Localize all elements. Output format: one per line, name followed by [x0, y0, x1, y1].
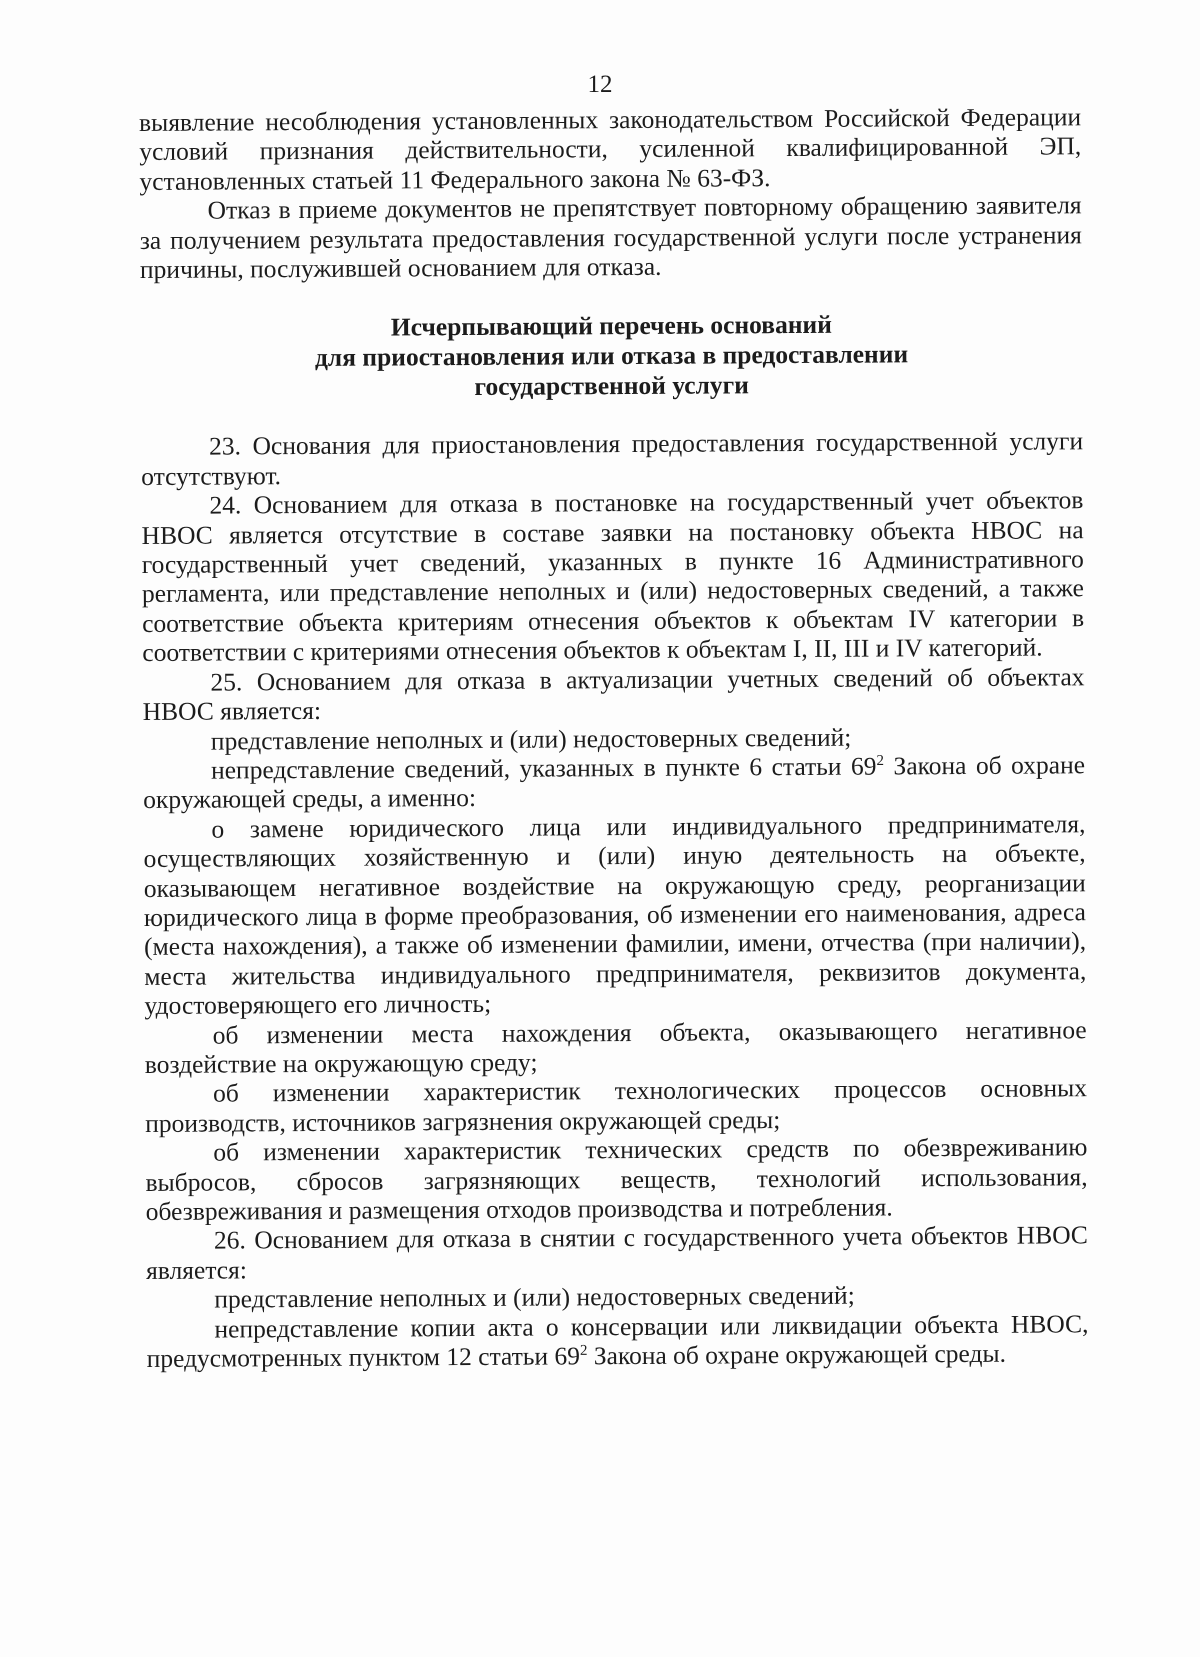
- item-26: 26. Основанием для отказа в снятии с государственного учета объектов НВОС является:: [146, 1220, 1088, 1285]
- item-26-clause-b: [146, 1309, 1088, 1374]
- superscript: 2: [876, 752, 885, 769]
- paragraph-refusal-note: Отказ в приеме документов не препятствует повторному обращению заявителя за получением результата предоставления государственной услуги после устранения причины, послужившей основанием для отказа.: [139, 190, 1082, 285]
- section-heading: [140, 309, 1083, 405]
- item-25-clause-b-text-end: Закона об охране окружающей среды, а именно:: [143, 750, 1086, 815]
- section-heading-line-3: государственной услуги: [474, 370, 749, 402]
- paragraph-continuation: выявление несоблюдения установленных законодательством Российской Федерации условий признания действительности, усиленной квалифицированной ЭП, установленных статьей 11 Федерального закона № 63-ФЗ.: [139, 102, 1082, 196]
- item-25-subclause-3: об изменении характеристик технологических процессов основных производств, источников загрязнения окружающей среды;: [145, 1073, 1088, 1138]
- section-heading-line-1: Исчерпывающий перечень оснований: [390, 310, 832, 342]
- item-25-clause-b: [143, 750, 1085, 815]
- item-25-subclause-4: об изменении характеристик технических средств по обезвреживанию выбросов, сбросов загрязняющих веществ, технологий использования, обезвреживания и размещения отходов производства и потребления.: [145, 1132, 1088, 1226]
- item-23: 23. Основания для приостановления предоставления государственной услуги отсутствуют.: [141, 426, 1084, 491]
- document-body: [139, 102, 1089, 1373]
- item-24: 24. Основанием для отказа в постановке на государственный учет объектов НВОС является отсутствие в составе заявки на постановку объекта НВОС на государственный учет сведений, указанных в пункте 16 Административного регламента, или представление неполных и (или) недостоверных сведений, а также соответствие объекта критериям отнесения объектов к объектам IV категории в соответствии с критериями отнесения объектов к объектам I, II, III и IV категорий.: [141, 485, 1085, 668]
- page-number: 12: [587, 71, 613, 98]
- section-heading-line-2: для приостановления или отказа в предоставлении: [314, 339, 909, 373]
- item-25: 25. Основанием для отказа в актуализации учетных сведений об объектах НВОС является:: [142, 661, 1085, 727]
- item-25-clause-b-text-start: непредставление сведений, указанных в пункте 6 статьи 69: [210, 751, 877, 785]
- item-25-clause-a: представление неполных и (или) недостоверных сведений;: [210, 722, 852, 756]
- item-26-clause-a: представление неполных и (или) недостоверных сведений;: [214, 1280, 855, 1314]
- item-26-clause-b-text-end: Закона об охране окружающей среды.: [587, 1338, 1007, 1371]
- item-26-clause-b-text-start: непредставление копии акта о консервации или ликвидации объекта НВОС, предусмотренных пунктом 12 статьи 69: [146, 1308, 1089, 1374]
- item-25-subclause-2: об изменении места нахождения объекта, оказывающего негативное воздействие на окружающую среду;: [144, 1014, 1087, 1079]
- item-25-subclause-1: о замене юридического лица или индивидуального предпринимателя, осуществляющих хозяйственную и (или) иную деятельность на объекте, оказывающем негативное воздействие на окружающую среду, реорганизации юридического лица в форме преобразования, об изменении его наименования, адреса (места нахождения), а также об изменении фамилии, имени, отчества (при наличии), места жительства индивидуального предпринимателя, реквизитов документа, удостоверяющего его личность;: [143, 808, 1087, 1021]
- superscript: 2: [579, 1342, 588, 1359]
